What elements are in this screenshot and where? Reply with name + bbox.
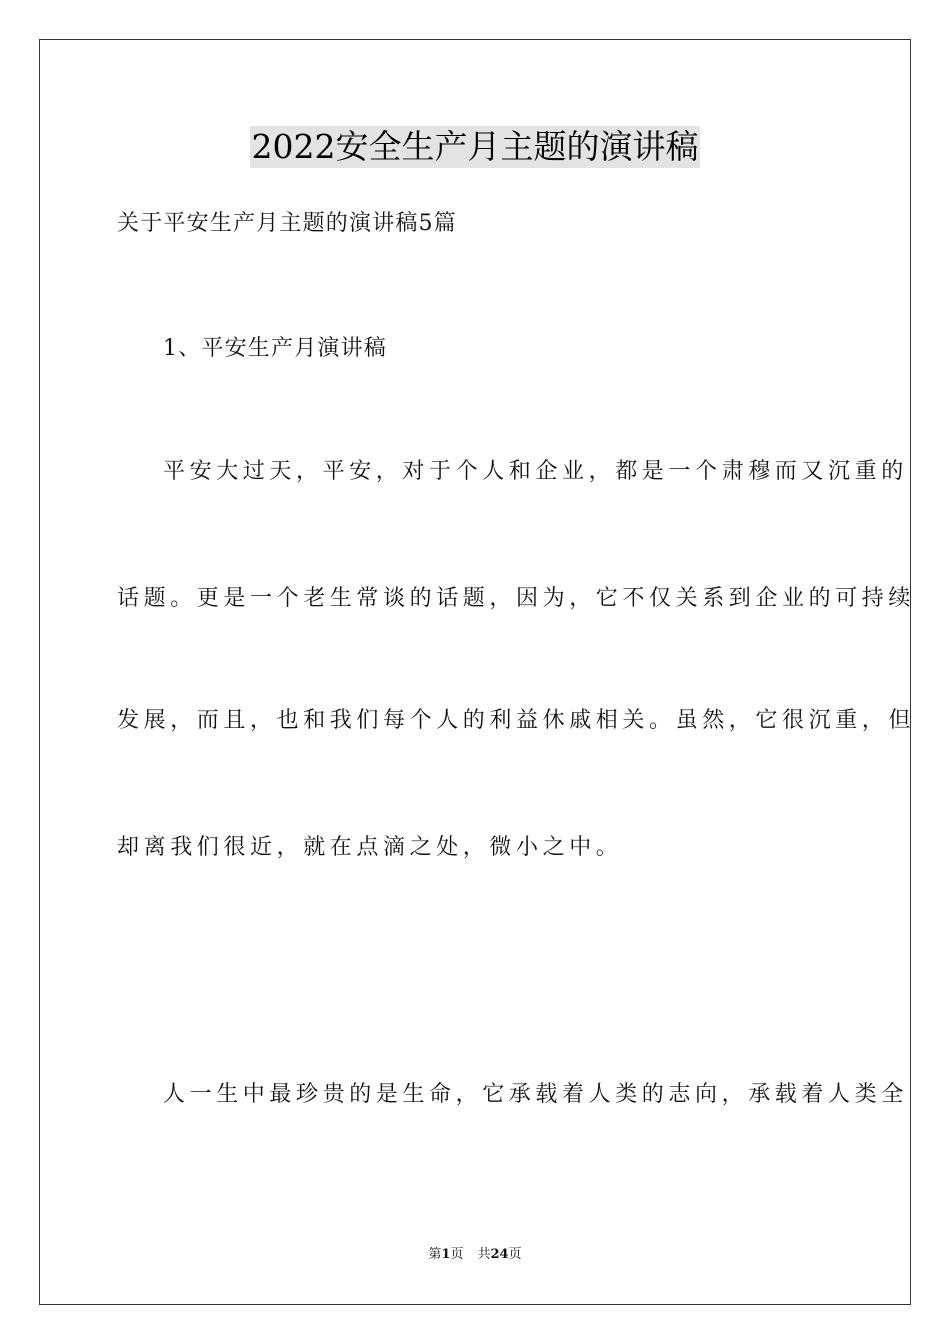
section-heading: 1、平安生产月演讲稿 <box>163 336 387 361</box>
footer-page-total: 24 <box>490 1247 509 1262</box>
footer-page-current: 1 <box>441 1247 451 1262</box>
footer-page-suffix: 页 <box>450 1247 464 1262</box>
footer-total-prefix: 共 <box>477 1247 491 1262</box>
footer-total-suffix: 页 <box>508 1247 522 1262</box>
paragraph-1-line-1: 平安大过天，平安，对于个人和企业，都是一个肃穆而又沉重的 <box>163 459 908 484</box>
paragraph-2-line-1: 人一生中最珍贵的是生命，它承载着人类的志向，承载着人类全 <box>163 1082 908 1107</box>
page-footer <box>0 1246 950 1264</box>
paragraph-1-line-3: 发展，而且，也和我们每个人的利益休戚相关。虽然，它很沉重，但 <box>117 708 916 733</box>
paragraph-1-line-4: 却离我们很近，就在点滴之处，微小之中。 <box>117 835 623 860</box>
document-title: 2022安全生产月主题的演讲稿 <box>251 127 699 166</box>
title-container <box>0 126 950 168</box>
paragraph-1-line-2: 话题。更是一个老生常谈的话题，因为，它不仅关系到企业的可持续 <box>117 586 916 611</box>
document-subtitle: 关于平安生产月主题的演讲稿5篇 <box>117 211 457 236</box>
footer-page-prefix: 第 <box>428 1247 442 1262</box>
